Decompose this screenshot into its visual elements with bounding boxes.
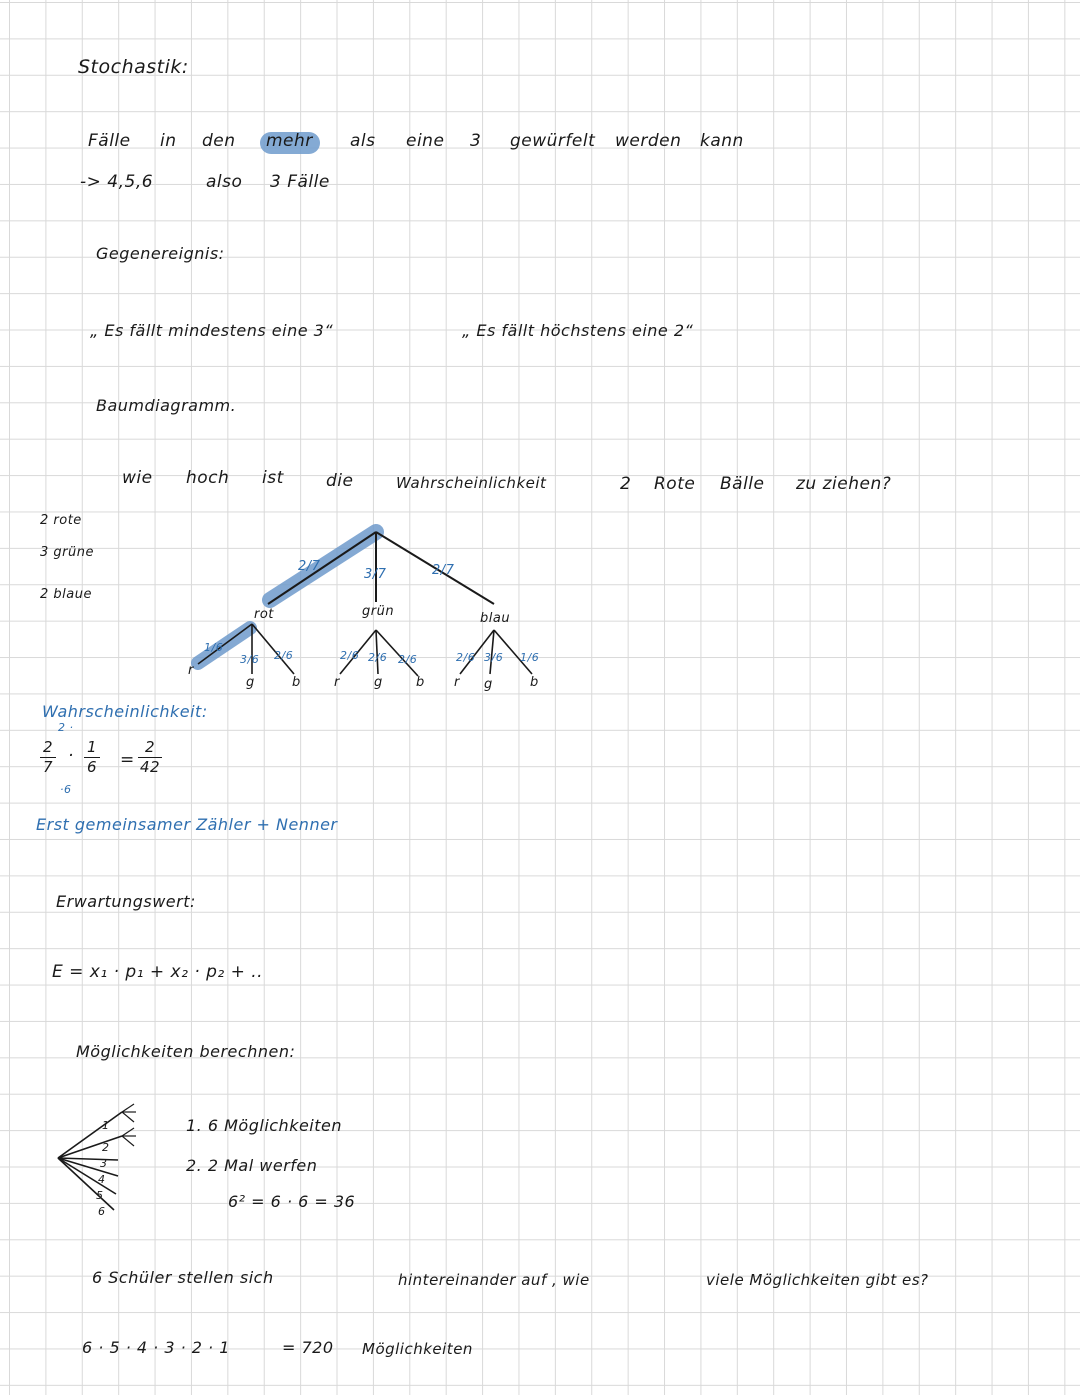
intro-word: Fälle	[88, 131, 131, 151]
leaf-blau-g: g	[484, 677, 493, 692]
schueler-question-b: hintereinander auf , wie	[398, 1271, 590, 1289]
fraction-numerator: 2	[144, 738, 156, 756]
intro-count: 3 Fälle	[270, 172, 330, 192]
baumdiagramm-heading: Baumdiagramm.	[96, 396, 237, 415]
intro-word-highlighted: mehr	[266, 131, 313, 151]
fan-label: 3	[100, 1157, 108, 1170]
question-word: hoch	[186, 468, 230, 488]
schueler-question-c: viele Möglichkeiten gibt es?	[706, 1271, 929, 1289]
leaf-gruen-g: g	[374, 675, 383, 690]
leaf-blau-b: b	[530, 675, 539, 690]
question-word: Bälle	[720, 474, 765, 494]
prob-blau-g: 3/6	[484, 651, 504, 664]
question-word: Wahrscheinlichkeit	[396, 474, 547, 492]
numerator-note: 2 ·	[58, 721, 74, 734]
erwartungswert-formula: E = x₁ · p₁ + x₂ · p₂ + ..	[52, 962, 264, 982]
leaf-gruen-b: b	[416, 675, 425, 690]
prob-blau: 2/7	[432, 563, 455, 578]
fan-label: 2	[102, 1141, 110, 1154]
fan-label: 1	[102, 1119, 110, 1132]
prob-blau-b: 1/6	[520, 651, 540, 664]
fan-diagram	[52, 1100, 142, 1220]
question-word: die	[326, 471, 354, 491]
question-word: ist	[262, 468, 284, 488]
leaf-rot-g: g	[246, 675, 255, 690]
intro-word: kann	[700, 131, 744, 151]
intro-word: eine	[406, 131, 445, 151]
fraction-2-42	[138, 740, 162, 775]
fan-label: 5	[96, 1189, 104, 1202]
step-calc: 6² = 6 · 6 = 36	[228, 1192, 356, 1211]
prob-rot-g: 3/6	[240, 653, 260, 666]
page-title: Stochastik:	[78, 56, 189, 78]
gegenereignis-heading: Gegenereignis:	[96, 244, 225, 263]
node-blau: blau	[480, 611, 511, 626]
prob-rot: 2/7	[298, 559, 321, 574]
urn-contents-green: 3 grüne	[40, 545, 94, 560]
prob-rot-r: 1/6	[204, 641, 224, 654]
urn-contents-blue: 2 blaue	[40, 587, 92, 602]
equals-sign: =	[120, 750, 135, 770]
denominator-note: ·6	[60, 783, 72, 796]
intro-word: werden	[615, 131, 682, 151]
fraction-numerator: 2	[42, 738, 54, 756]
prob-blau-r: 2/6	[456, 651, 476, 664]
prob-gruen-b: 2/6	[398, 653, 418, 666]
branch-rot	[268, 532, 376, 604]
wahrscheinlichkeit-heading: Wahrscheinlichkeit:	[42, 702, 208, 721]
intro-word: in	[160, 131, 177, 151]
intro-also: also	[206, 172, 243, 192]
schueler-unit: Möglichkeiten	[362, 1340, 473, 1358]
fraction-denominator: 6	[86, 758, 98, 776]
gegenereignis-statement-b: „ Es fällt höchstens eine 2“	[462, 321, 694, 340]
urn-contents-red: 2 rote	[40, 513, 82, 528]
step-two: 2. 2 Mal werfen	[186, 1156, 318, 1175]
fan-label: 4	[98, 1173, 106, 1186]
schueler-result: = 720	[282, 1338, 334, 1357]
fraction-rule: Erst gemeinsamer Zähler + Nenner	[36, 815, 338, 834]
intro-word: den	[202, 131, 236, 151]
multiply-dot: ·	[68, 746, 74, 766]
fraction-2-7	[40, 740, 56, 775]
leaf-rot-r: r	[188, 663, 194, 678]
leaf-gruen-r: r	[334, 675, 340, 690]
node-rot: rot	[254, 607, 274, 622]
question-word: wie	[122, 468, 153, 488]
prob-gruen: 3/7	[364, 567, 387, 582]
intro-word: 3	[470, 131, 482, 151]
fraction-denominator: 42	[139, 758, 161, 776]
moeglichkeiten-heading: Möglichkeiten berechnen:	[76, 1042, 296, 1061]
prob-gruen-r: 2/6	[340, 649, 360, 662]
prob-rot-b: 2/6	[274, 649, 294, 662]
fan-label: 6	[98, 1205, 106, 1218]
question-word: zu ziehen?	[796, 474, 892, 494]
node-gruen: grün	[362, 604, 395, 619]
intro-word: gewürfelt	[510, 131, 596, 151]
gegenereignis-statement-a: „ Es fällt mindestens eine 3“	[90, 321, 334, 340]
erwartungswert-heading: Erwartungswert:	[56, 892, 196, 911]
fraction-denominator: 7	[42, 758, 54, 776]
fraction-numerator: 1	[86, 738, 98, 756]
question-word: 2	[620, 474, 632, 494]
leaf-blau-r: r	[454, 675, 460, 690]
fraction-1-6	[84, 740, 100, 775]
prob-gruen-g: 2/6	[368, 651, 388, 664]
schueler-question-a: 6 Schüler stellen sich	[92, 1268, 274, 1287]
question-word: Rote	[654, 474, 696, 494]
intro-word: als	[350, 131, 376, 151]
intro-cases: -> 4,5,6	[80, 172, 154, 192]
step-one: 1. 6 Möglichkeiten	[186, 1116, 343, 1135]
leaf-rot-b: b	[292, 675, 301, 690]
schueler-calc: 6 · 5 · 4 · 3 · 2 · 1	[82, 1338, 230, 1357]
